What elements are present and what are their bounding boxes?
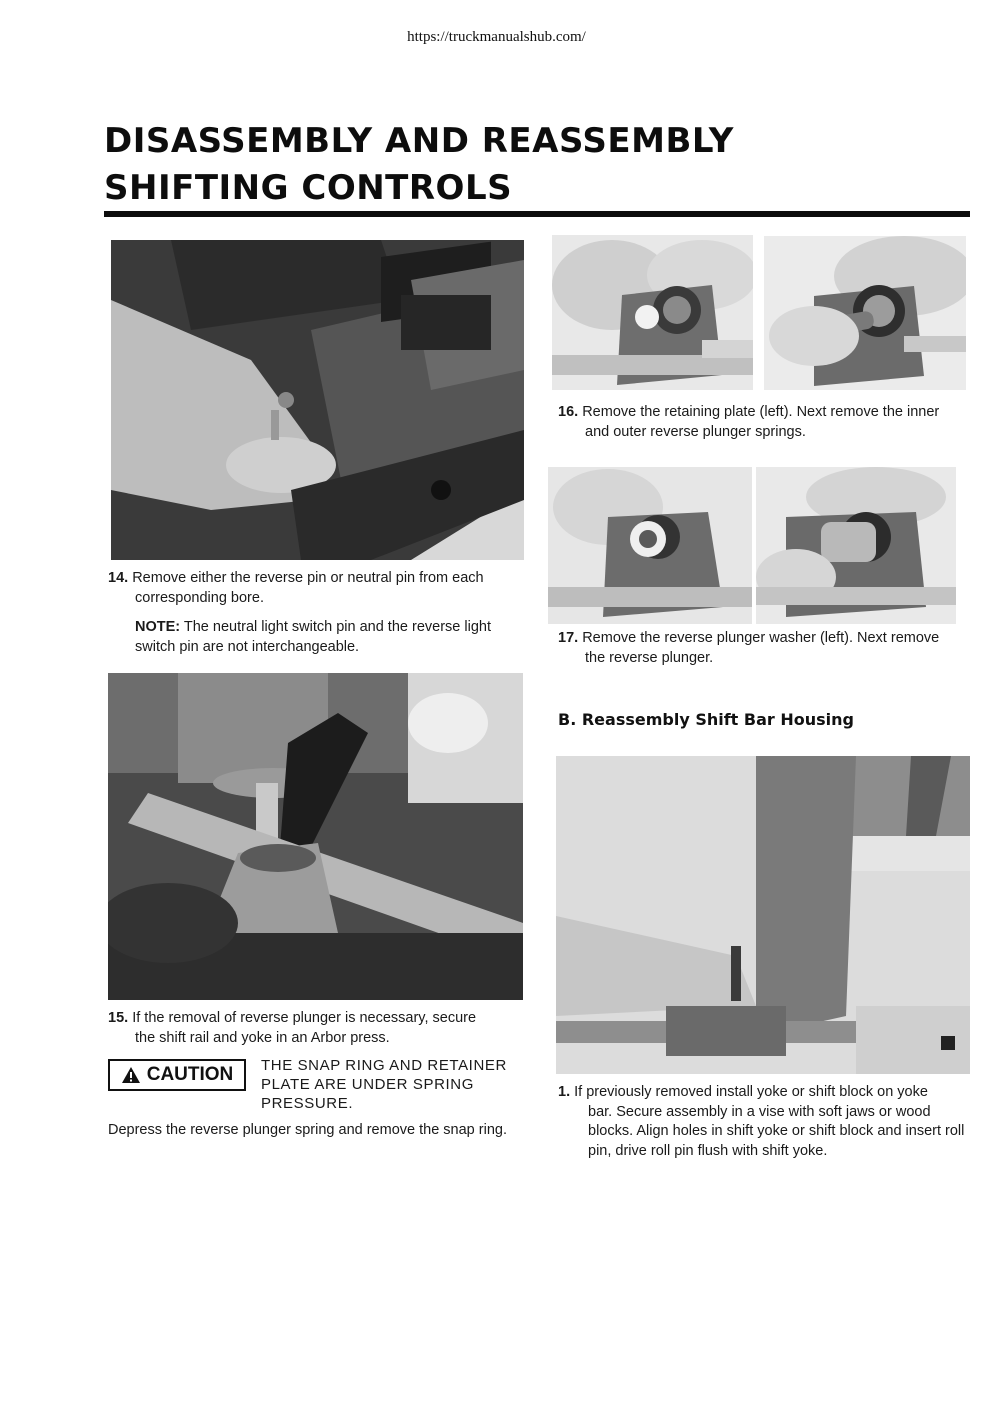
title-line-2: SHIFTING CONTROLS bbox=[104, 168, 513, 208]
reassembly-step-1-text-cont: bar. Secure assembly in a vise with soft jaws or wood blocks. Align holes in shift yoke or shift block and insert roll pin, drive roll pin flush with shift yoke. bbox=[588, 1103, 965, 1159]
step-16-number: 16. bbox=[558, 404, 579, 420]
step-17-text-cont: the reverse plunger. bbox=[585, 649, 714, 666]
photo-step-17-right bbox=[756, 467, 956, 624]
photo-step-14 bbox=[111, 240, 524, 560]
step-15 bbox=[108, 1009, 520, 1048]
title-rule bbox=[104, 211, 970, 217]
step-14 bbox=[108, 569, 520, 608]
note bbox=[135, 618, 525, 657]
step-17-text: Remove the reverse plunger washer (left). Next remove bbox=[582, 630, 940, 646]
source-url: https://truckmanualshub.com/ bbox=[407, 29, 586, 45]
title-line-1: DISASSEMBLY AND REASSEMBLY bbox=[104, 121, 734, 161]
section-b-heading: B. Reassembly Shift Bar Housing bbox=[558, 710, 854, 729]
caution-text: THE SNAP RING AND RETAINER PLATE ARE UNDER SPRING PRESSURE. bbox=[261, 1057, 507, 1112]
step-16-text-cont: and outer reverse plunger springs. bbox=[585, 423, 806, 440]
reassembly-step-1-text: If previously removed install yoke or shift block on yoke bbox=[574, 1084, 928, 1100]
note-text-cont: switch pin are not interchangeable. bbox=[135, 638, 360, 655]
reassembly-step-1-number: 1. bbox=[558, 1084, 571, 1100]
reassembly-step-1 bbox=[558, 1083, 972, 1161]
step-17-number: 17. bbox=[558, 630, 579, 646]
step-14-number: 14. bbox=[108, 570, 129, 586]
depress-paragraph: Depress the reverse plunger spring and remove the snap ring. bbox=[108, 1122, 507, 1138]
step-17 bbox=[558, 629, 970, 668]
photo-step-16-left bbox=[552, 235, 753, 390]
caution-label: CAUTION bbox=[146, 1064, 234, 1085]
note-label: NOTE: bbox=[135, 619, 181, 635]
step-15-text: If the removal of reverse plunger is necessary, secure bbox=[132, 1010, 477, 1026]
warning-triangle-icon bbox=[121, 1066, 141, 1084]
step-16 bbox=[558, 403, 970, 442]
step-14-text-cont: corresponding bore. bbox=[135, 589, 264, 606]
page-title bbox=[104, 118, 734, 212]
note-text: The neutral light switch pin and the reverse light bbox=[183, 619, 491, 635]
step-14-text: Remove either the reverse pin or neutral pin from each bbox=[132, 570, 484, 586]
photo-reassembly-step-1 bbox=[556, 756, 970, 1074]
step-15-number: 15. bbox=[108, 1010, 129, 1026]
photo-step-15 bbox=[108, 673, 523, 1000]
step-16-text: Remove the retaining plate (left). Next remove the inner bbox=[582, 404, 940, 420]
photo-step-16-right bbox=[764, 236, 966, 390]
caution-badge bbox=[108, 1059, 246, 1091]
step-15-text-cont: the shift rail and yoke in an Arbor press. bbox=[135, 1029, 390, 1046]
photo-step-17-left bbox=[548, 467, 752, 624]
